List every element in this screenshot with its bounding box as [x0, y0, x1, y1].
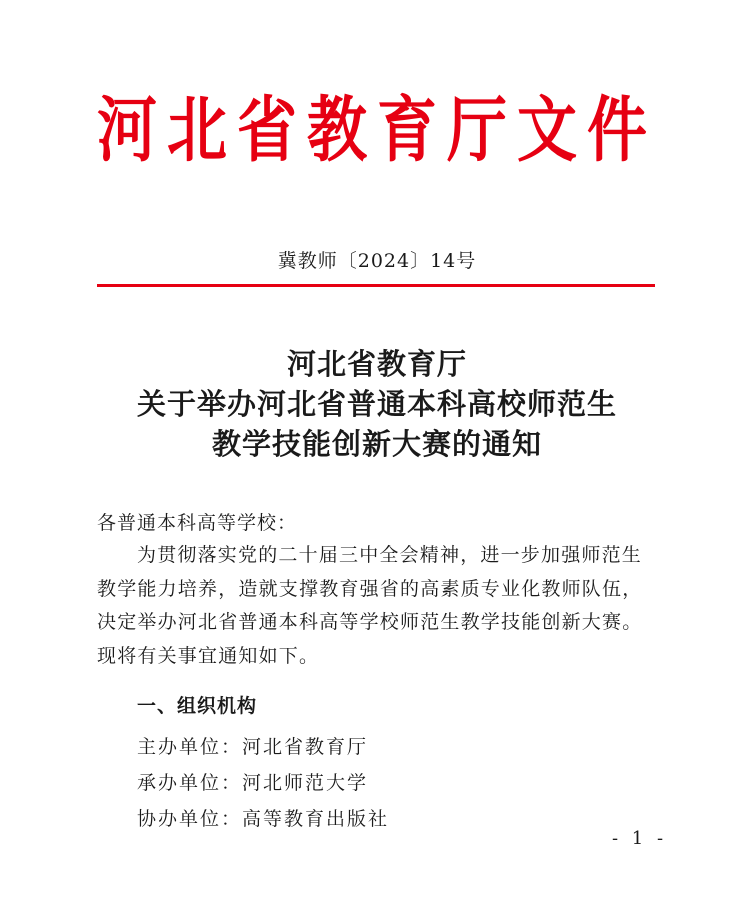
paragraph-line: 现将有关事宜通知如下。: [97, 644, 320, 667]
title-line-2: 关于举办河北省普通本科高校师范生: [136, 387, 617, 421]
organizer-undertaker: 承办单位：河北师范大学: [137, 772, 369, 794]
section-heading: 一、组织机构: [137, 695, 258, 717]
title-line-3: 教学技能创新大赛的通知: [211, 427, 542, 461]
page-number: - 1 -: [612, 828, 668, 849]
organizer-co-organizer: 协办单位：高等教育出版社: [137, 808, 390, 830]
organizer-host: 主办单位：河北省教育厅: [137, 736, 369, 758]
paragraph-line: 教学能力培养，造就支撑教育强省的高素质专业化教师队伍，: [97, 577, 643, 600]
masthead-title: 河北省教育厅文件: [97, 89, 657, 173]
paragraph-line: 决定举办河北省普通本科高等学校师范生教学技能创新大赛。: [97, 611, 643, 633]
document-number: 冀教师〔2024〕14号: [277, 250, 477, 272]
notice-title: [0, 344, 754, 464]
body-paragraph: [97, 539, 659, 673]
title-line-1: 河北省教育厅: [286, 347, 467, 381]
paragraph-line: 为贯彻落实党的二十届三中全会精神，进一步加强师范生: [137, 544, 643, 566]
salutation: 各普通本科高等学校：: [97, 512, 298, 534]
red-divider-line: [97, 284, 655, 287]
